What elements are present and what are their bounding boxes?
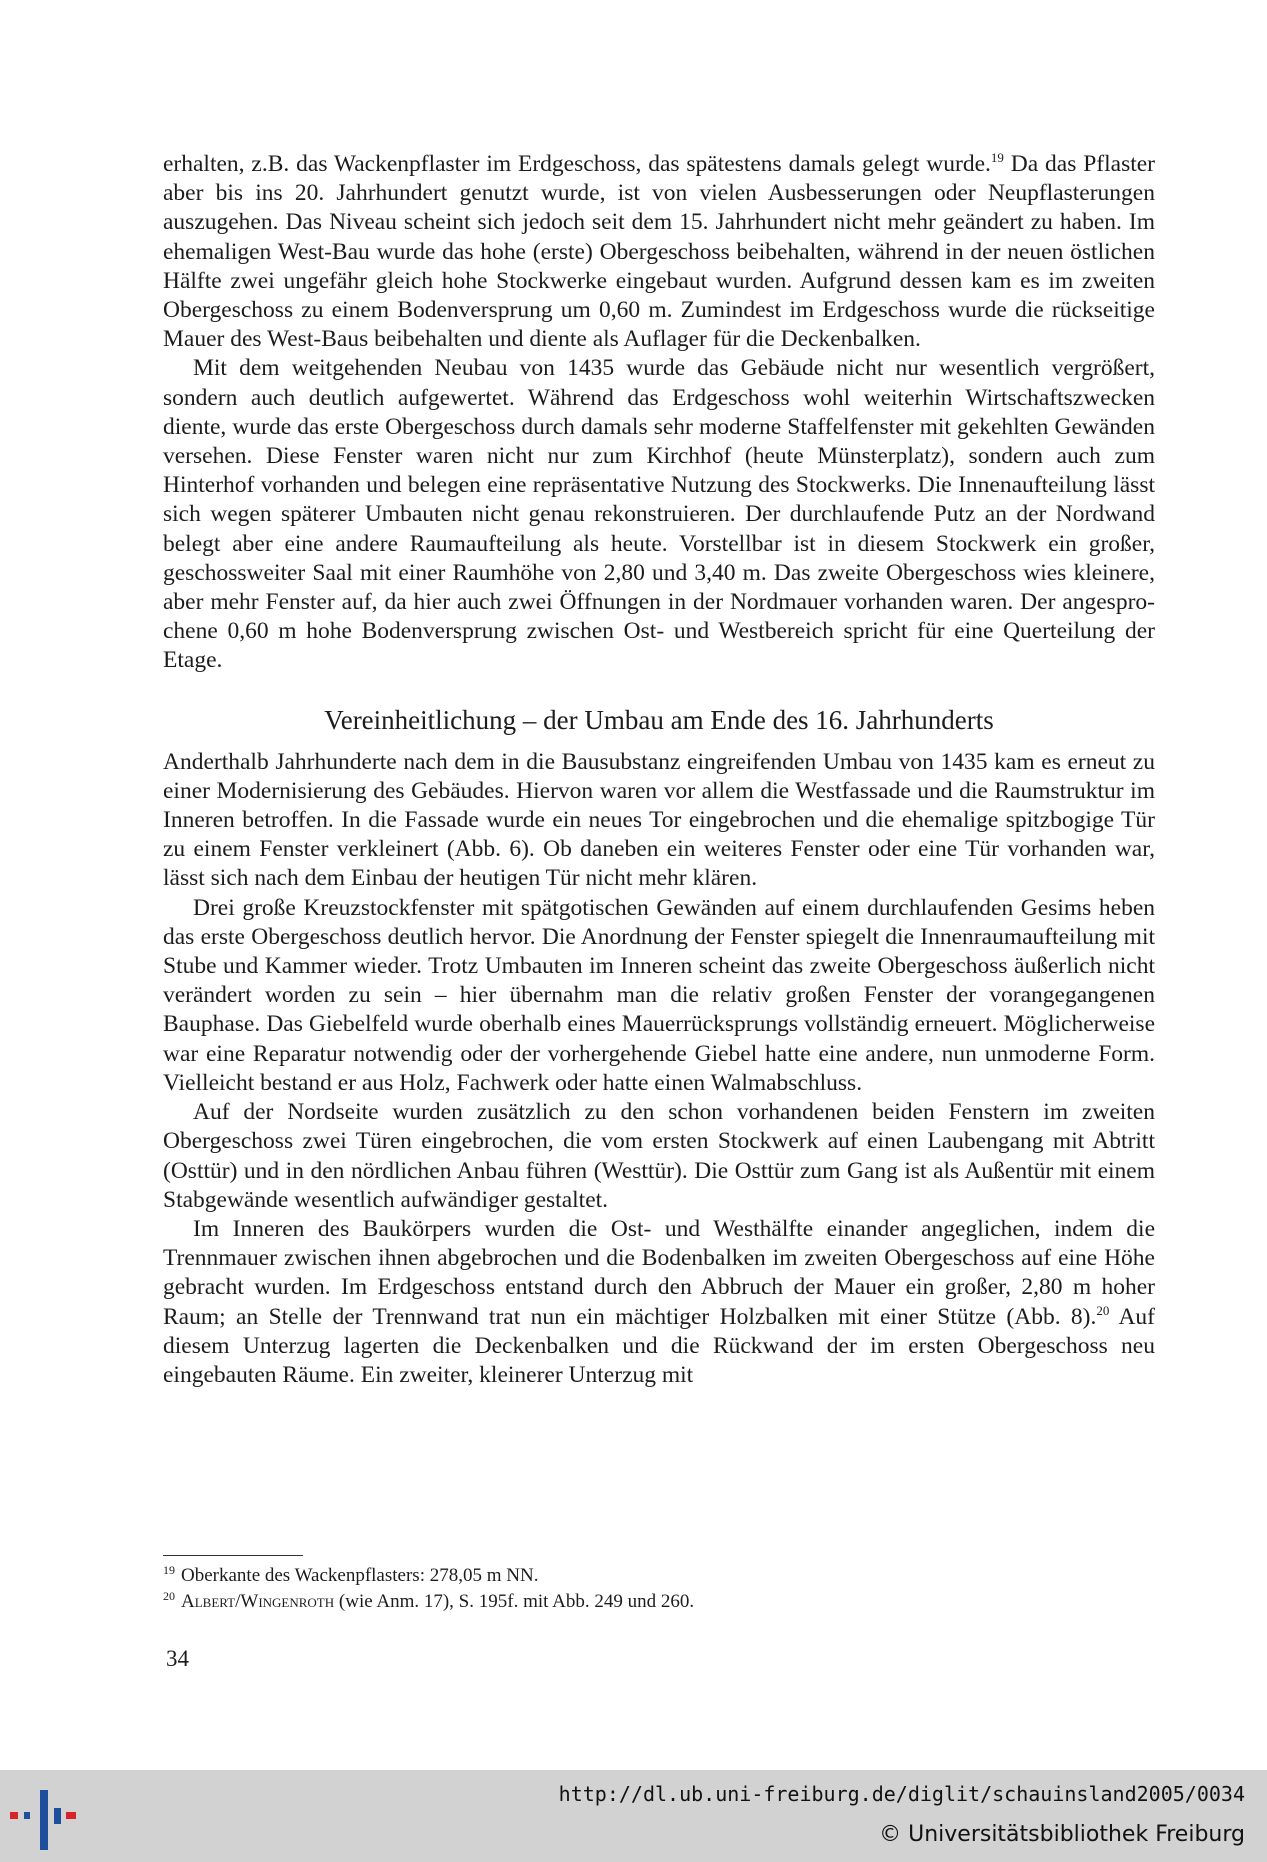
text-section-2 bbox=[163, 748, 1155, 1390]
page-number: 34 bbox=[166, 1646, 189, 1671]
paragraph-text: Auf der Nordseite wurden zusätzlich zu den schon vorhandenen beiden Fenstern im zweiten Obergeschoss zwei Türen eingebrochen, die vom ersten Stockwerk auf einen Laubengang mit Abtritt (Osttür) und in den nördlichen Anbau führen (Westtür). Die Osttür zum Gang ist als Außentür mit einem Stabgewände wesentlich aufwändiger gestaltet. bbox=[163, 1099, 1155, 1213]
footer-bar bbox=[0, 1770, 1267, 1862]
footnote-reference: 19 bbox=[990, 150, 1004, 166]
paragraph-text: Auf diesem Unterzug lagerten die Deckenbalken und die Rückwand der im ersten Obergeschoss neu eingebauten Räume. Ein zweiter, kleinerer Unterzug mit bbox=[163, 1303, 1156, 1388]
footnote-text: (wie Anm. 17), S. 195f. mit Abb. 249 und 260. bbox=[334, 1591, 695, 1612]
footnote-number: 19 bbox=[163, 1562, 175, 1577]
source-url-link[interactable]: http://dl.ub.uni-freiburg.de/diglit/schauinsland2005/0034 bbox=[558, 1782, 1245, 1806]
library-logo-icon bbox=[10, 1782, 80, 1854]
copyright-notice: © Universitätsbibliothek Freiburg bbox=[879, 1822, 1245, 1847]
section-heading: Vereinheitlichung – der Umbau am Ende des 16. Jahrhunderts bbox=[324, 704, 994, 735]
paragraph-text: Im Inneren des Baukörpers wurden die Ost- und Westhälfte einander angeglichen, indem die Trennmauer zwischen ihnen abgebrochen und die Bodenbalken im zweiten Obergeschoss auf eine Höhe gebracht wurden. Im Erdgeschoss entstand durch den Abbruch der Mauer ein großer, 2,80 m hoher Raum; an Stelle der Trennwand trat nun ein mächtiger Holzbalken mit einer Stütze (Abb. 8). bbox=[163, 1215, 1155, 1330]
footnote-19 bbox=[163, 1563, 1155, 1589]
paragraph-text: Drei große Kreuzstockfenster mit spätgotischen Gewänden auf einem durchlaufenden Gesims heben das erste Obergeschoss deutlich hervor. Die Anordnung der Fenster spiegelt die Innenraumaufteilung mit Stube und Kammer wieder. Trotz Umbauten im Inneren scheint das zweite Obergeschoss äußerlich nicht verändert worden zu sein – hier übernahm man die relativ großen Fenster der vorangegangenen Bauphase. Das Giebelfeld wurde oberhalb eines Mauerrücksprungs vollständig erneuert. Möglicherweise war eine Reparatur notwendig oder der vorhergehende Giebel hatte eine andere, nun unmoderne Form. Vielleicht bestand er aus Holz, Fachwerk oder hatte einen Walmabschluss. bbox=[163, 894, 1155, 1096]
footnote-20 bbox=[163, 1589, 1155, 1615]
footnote-reference: 20 bbox=[1096, 1302, 1110, 1318]
paragraph bbox=[163, 894, 1155, 1098]
paragraph-text: Mit dem weitgehenden Neubau von 1435 wurde das Gebäude nicht nur wesentlich vergrößert, sondern auch deutlich aufgewertet. Während das Erdgeschoss wohl weiterhin Wirtschaftszwecken diente, wurde das erste Obergeschoss durch damals sehr moderne Staffelfenster mit gekehlten Gewänden versehen. Diese Fenster waren nicht nur zum Kirchhof (heute Münsterplatz), sondern auch zum Hinterhof vorhanden und belegen eine repräsentative Nutzung des Stockwerks. Die Innenaufteilung lässt sich wegen späterer Umbauten nicht genau rekonstruieren. Der durchlaufende Putz an der Nordwand belegt aber eine andere Raumaufteilung als heute. Vorstellbar ist in diesem Stockwerk ein großer, geschossweiter Saal mit einer Raumhöhe von 2,80 und 3,40 m. Das zweite Obergeschoss wies kleinere, aber mehr Fenster auf, da hier auch zwei Öffnungen in der Nordmauer vorhanden waren. Der angesprochene 0,60 m hohe Bodenversprung zwischen Ost- und Westbereich spricht für eine Querteilung der Etage. bbox=[163, 355, 1155, 674]
paragraph-text: Da das Pflaster aber bis ins 20. Jahrhundert genutzt wurde, ist von vielen Ausbesserungen oder Neupflasterungen auszugehen. Das Niveau scheint sich jedoch seit dem 15. Jahrhundert nicht mehr geändert zu haben. Im ehemaligen West-Bau wurde das hohe (erste) Obergeschoss beibehalten, während in der neuen östlichen Hälfte zwei ungefähr gleich hohe Stockwerke eingebaut wurden. Aufgrund dessen kam es im zweiten Obergeschoss zu einem Bodenversprung um 0,60 m. Zumindest im Erdgeschoss wurde die rückseitige Mauer des West-Baus beibehalten und diente als Auflager für die Deckenbalken. bbox=[163, 151, 1156, 353]
paragraph-text: erhalten, z.B. das Wackenpflaster im Erdgeschoss, das spätestens damals gelegt wurde. bbox=[163, 151, 991, 177]
footnote-author: Albert/Wingenroth bbox=[181, 1591, 335, 1612]
paragraph bbox=[163, 1215, 1155, 1390]
text-section-1 bbox=[163, 150, 1155, 676]
footnote-divider bbox=[163, 1555, 303, 1556]
paragraph bbox=[163, 748, 1155, 894]
paragraph bbox=[163, 150, 1155, 354]
footnote-number: 20 bbox=[163, 1588, 175, 1603]
paragraph bbox=[163, 1098, 1155, 1215]
paragraph bbox=[163, 354, 1155, 675]
paragraph-text: Anderthalb Jahrhunderte nach dem in die Bausubstanz eingreifenden Umbau von 1435 kam es erneut zu einer Modernisierung des Gebäudes. Hiervon waren vor allem die Westfassade und die Raumstruktur im Inneren betroffen. In die Fassade wurde ein neues Tor eingebrochen und die ehemalige spitzbogige Tür zu einem Fenster verkleinert (Abb. 6). Ob daneben ein weiteres Fenster oder eine Tür vorhanden war, lässt sich nach dem Einbau der heutigen Tür nicht mehr klären. bbox=[163, 748, 1155, 892]
footnotes bbox=[163, 1563, 1155, 1615]
footnote-text: Oberkante des Wackenpflasters: 278,05 m NN. bbox=[181, 1565, 539, 1586]
page-body bbox=[163, 150, 1155, 1390]
